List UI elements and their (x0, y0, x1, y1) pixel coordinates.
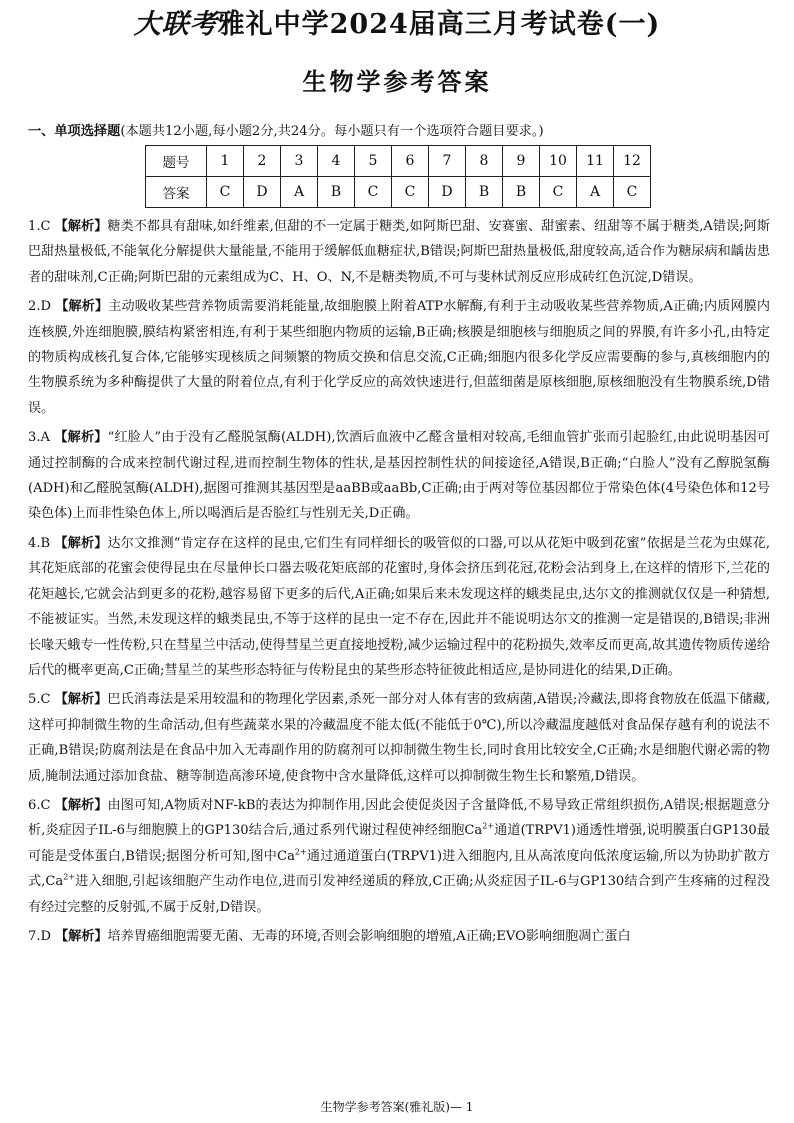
question-number: 1 (207, 146, 244, 177)
answer-cell: A (577, 177, 614, 208)
question-answer-number: 7.D (28, 928, 51, 944)
explanation-text: 通道(TRPV1)通透性增强,说明膜蛋白GP130最可能是受体蛋白,B错误;据图分析可知,图中Ca (28, 823, 770, 864)
row-label-number: 题号 (146, 146, 207, 177)
explanation-item (28, 214, 770, 290)
analysis-tag: 【解析】 (54, 797, 108, 813)
explanation-item (28, 425, 770, 527)
answer-cell: C (392, 177, 429, 208)
ion-charge: 2+ (63, 872, 76, 882)
question-answer-number: 6.C (28, 797, 51, 813)
question-number: 5 (355, 146, 392, 177)
question-number: 6 (392, 146, 429, 177)
section-heading (28, 120, 544, 139)
answer-cell: C (614, 177, 651, 208)
explanation-item (28, 793, 770, 920)
explanation-item (28, 294, 770, 421)
exam-title: 雅礼中学2024届高三月考试卷(一) (217, 9, 661, 40)
ion-charge: 2+ (482, 821, 495, 831)
question-answer-number: 2.D (28, 299, 51, 315)
question-number: 10 (540, 146, 577, 177)
question-number: 3 (281, 146, 318, 177)
question-answer-number: 5.C (28, 692, 51, 708)
row-label-answer: 答案 (146, 177, 207, 208)
explanation-text: 通过通道蛋白(TRPV1)进入细胞内,且从高浓度向低浓度运输,所以为协助扩散方式,Ca (28, 848, 770, 890)
answer-cell: D (429, 177, 466, 208)
ion-charge: 2+ (294, 847, 307, 857)
brand-logo-text: 大联考 (133, 9, 218, 40)
answer-cell: B (466, 177, 503, 208)
answer-cell: C (355, 177, 392, 208)
exam-header (0, 2, 794, 41)
question-number: 12 (614, 146, 651, 177)
page-footer: 生物学参考答案(雅礼版)— 1 (320, 1100, 474, 1114)
answer-cell: D (244, 177, 281, 208)
section-title: 一、单项选择题 (28, 124, 121, 139)
question-number: 9 (503, 146, 540, 177)
explanation-item (28, 924, 770, 949)
question-number-row (146, 146, 651, 177)
question-answer-number: 1.C (28, 219, 51, 234)
explanation-text: 进入细胞,引起该细胞产生动作电位,进而引发神经递质的释放,C正确;从炎症因子IL-6与GP130结合到产生疼痛的过程没有经过完整的反射弧,不属于反射,D错误。 (28, 874, 770, 915)
question-answer-number: 3.A (28, 430, 50, 446)
answer-cell: C (540, 177, 577, 208)
explanation-text: 培养胃癌细胞需要无菌、无毒的环境,否则会影响细胞的增殖,A正确;EVO影响细胞凋亡蛋白 (107, 928, 631, 944)
answer-cell: B (503, 177, 540, 208)
analysis-tag: 【解析】 (54, 692, 108, 708)
analysis-tag: 【解析】 (55, 928, 108, 944)
analysis-tag: 【解析】 (54, 219, 108, 234)
question-answer-number: 4.B (28, 535, 51, 551)
explanation-item (28, 687, 770, 789)
answer-cell: A (281, 177, 318, 208)
analysis-tag: 【解析】 (54, 535, 108, 551)
explanation-text: 由图可知,A物质对NF-kB的表达为抑制作用,因此会使促炎因子含量降低,不易导致正常组织损伤,A错误;根据题意分析,炎症因子IL-6与细胞膜上的GP130结合后,通过系列代谢过程使神经细胞Ca (28, 797, 771, 839)
question-number: 11 (577, 146, 614, 177)
explanation-text: 主动吸收某些营养物质需要消耗能量,故细胞膜上附着ATP水解酶,有利于主动吸收某些营养物质,A正确;内质网膜内连核膜,外连细胞膜,膜结构紧密相连,有利于某些细胞内物质的运输,B正确;核膜是细胞核与细胞质之间的界膜,有许多小孔,由特定的物质构成核孔复合体,它能够实现核质之间频繁的物质交换和信息交流,C正确;细胞内很多化学反应需要酶的参与,真核细胞内的生物膜系统为多种酶提供了大量的附着位点,有利于化学反应的高效快速进行,但蓝细菌是原核细胞,原核细胞没有生物膜系统,D错误。 (28, 299, 770, 416)
explanations-list (28, 214, 770, 953)
explanation-text: “红脸人”由于没有乙醛脱氢酶(ALDH),饮酒后血液中乙醛含量相对较高,毛细血管扩张而引起脸红,由此说明基因可通过控制酶的合成来控制代谢过程,进而控制生物体的性状,是基因控制性状的间接途径,A错误,B正确;“白脸人”没有乙醇脱氢酶(ADH)和乙醛脱氢酶(ALDH),据图可推测其基因型是aaBB或aaBb,C正确;由于两对等位基因都位于常染色体(4号染色体和12号染色体)上而非性染色体上,所以喝酒后是否脸红与性别无关,D正确。 (28, 430, 770, 522)
explanation-text: 糖类不都具有甜味,如纤维素,但甜的不一定属于糖类,如阿斯巴甜、安赛蜜、甜蜜素、纽甜等不属于糖类,A错误;阿斯巴甜热量极低,不能氧化分解提供大量能量,不能用于缓解低血糖症状,B错误;阿斯巴甜热量极低,甜度较高,适合作为糖尿病和龋齿患者的甜味剂,C正确;阿斯巴甜的元素组成为C、H、O、N,不是糖类物质,不可与斐林试剂反应形成砖红色沉淀,D错误。 (28, 219, 770, 285)
explanation-item (28, 531, 770, 683)
question-number: 4 (318, 146, 355, 177)
question-number: 8 (466, 146, 503, 177)
section-note: (本题共12小题,每小题2分,共24分。每小题只有一个选项符合题目要求。) (120, 124, 544, 139)
analysis-tag: 【解析】 (55, 299, 109, 315)
answer-cell: B (318, 177, 355, 208)
analysis-tag: 【解析】 (54, 430, 108, 446)
answer-row (146, 177, 651, 208)
question-number: 7 (429, 146, 466, 177)
answer-cell: C (207, 177, 244, 208)
answer-key-table (145, 145, 651, 208)
explanation-text: 达尔文推测“肯定存在这样的昆虫,它们生有同样细长的吸管似的口器,可以从花矩中吸到花蜜”依据是兰花为虫媒花,其花矩底部的花蜜会使得昆虫在尽量伸长口器去吸花矩底部的花蜜时,身体会挤压到花冠,花粉会沾到身上,在这样的情形下,兰花的花矩越长,它就会沾到更多的花粉,越容易留下更多的后代,A正确;如果后来未发现这样的蛾类昆虫,达尔文的推测就仅仅是一种猜想,不能被证实。当然,未发现这样的蛾类昆虫,不等于这样的昆虫一定不存在,因此并不能说明达尔文的推测一定是错误的,B错误;非洲长喙天蛾专一性传粉,只在彗星兰中活动,使得彗星兰更直接地授粉,减少运输过程中的花粉损失,效率反而更高,故其遗传物质传递给后代的概率更高,C正确;彗星兰的某些形态特征与传粉昆虫的某些形态特征彼此相适应,是协同进化的结果,D正确。 (28, 535, 771, 678)
question-number: 2 (244, 146, 281, 177)
document-title: 生物学参考答案 (302, 68, 492, 96)
explanation-text: 巴氏消毒法是采用较温和的物理化学因素,杀死一部分对人体有害的致病菌,A错误;冷藏法,即将食物放在低温下储藏,这样可抑制微生物的生命活动,但有些蔬菜水果的冷藏温度不能太低(不能低于0℃),所以冷藏温度越低对食品保存越有利的说法不正确,B错误;防腐剂法是在食品中加入无毒副作用的防腐剂可以抑制微生物生长,同时食用比较安全,C正确;水是细胞代谢必需的物质,腌制法通过添加食盐、糖等制造高渗环境,使食物中含水量降低,这样可以抑制微生物生长和繁殖,D错误。 (28, 692, 770, 784)
